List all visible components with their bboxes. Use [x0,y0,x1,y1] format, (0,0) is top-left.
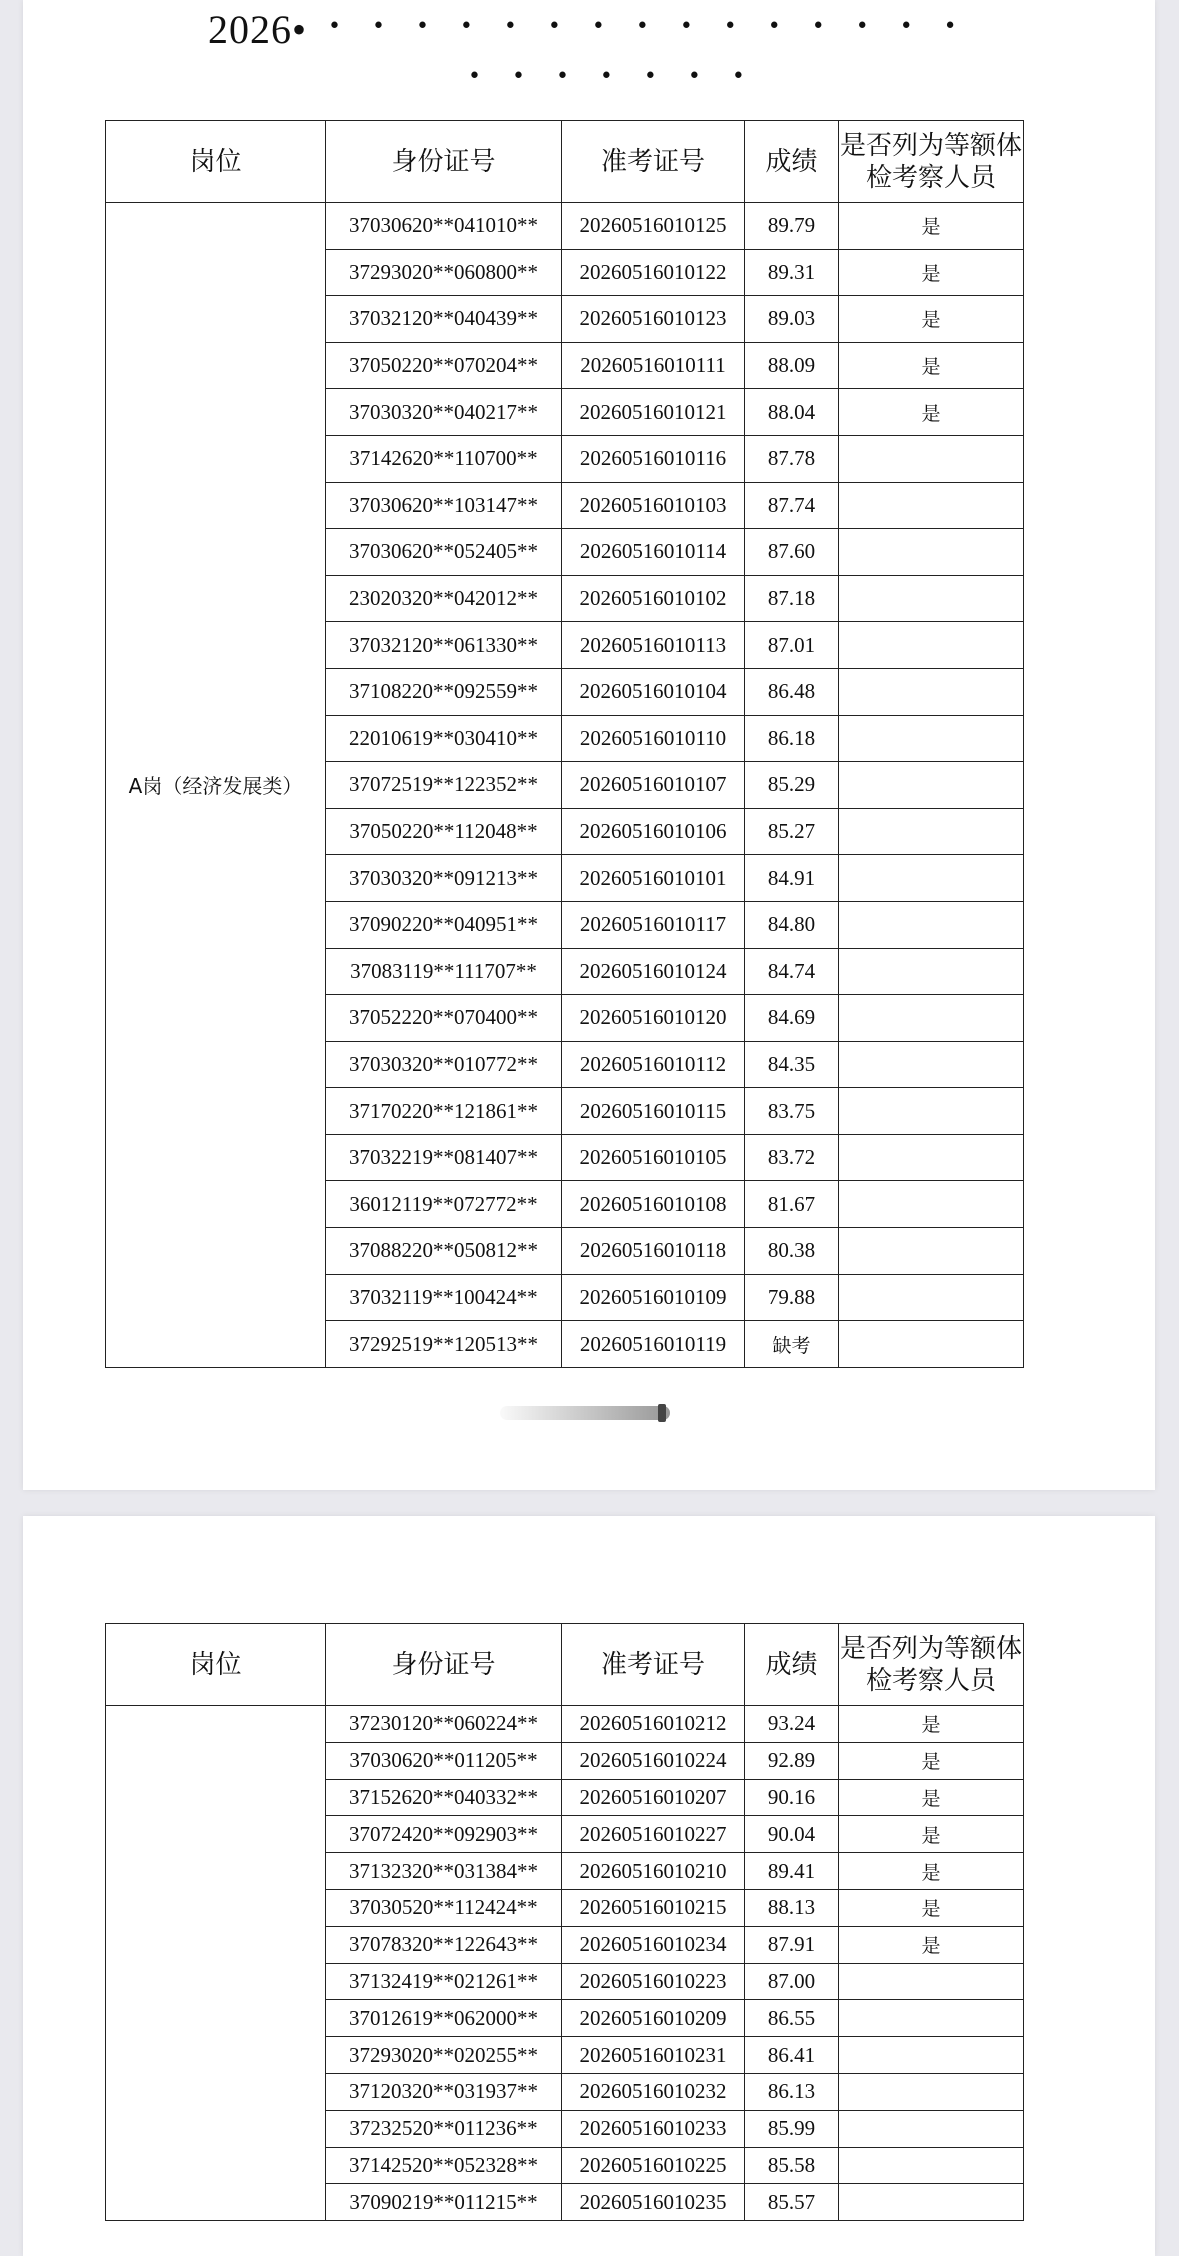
exam-number-cell: 20260516010103 [562,482,745,529]
post-cell [106,1706,326,2221]
flag-cell: 是 [839,1742,1024,1779]
id-number-cell: 37232520**011236** [326,2110,562,2147]
id-number-cell: 37032119**100424** [326,1274,562,1321]
id-number-cell: 37052220**070400** [326,995,562,1042]
redacted-title-dots-line2: ••••••• [468,64,776,89]
flag-cell [839,1134,1024,1181]
flag-cell [839,855,1024,902]
exam-number-cell: 20260516010116 [562,435,745,482]
flag-cell: 是 [839,296,1024,343]
score-cell: 85.27 [745,808,839,855]
flag-cell: 是 [839,1816,1024,1853]
header-post: 岗位 [106,121,326,203]
exam-number-cell: 20260516010113 [562,622,745,669]
flag-cell [839,762,1024,809]
flag-cell [839,2000,1024,2037]
score-cell: 83.72 [745,1134,839,1181]
exam-number-cell: 20260516010109 [562,1274,745,1321]
id-number-cell: 37142620**110700** [326,435,562,482]
score-cell: 87.18 [745,575,839,622]
score-cell: 84.80 [745,901,839,948]
id-number-cell: 37032120**061330** [326,622,562,669]
score-cell: 87.00 [745,1963,839,2000]
score-cell: 89.03 [745,296,839,343]
header-flag: 是否列为等额体检考察人员 [839,121,1024,203]
id-number-cell: 37078320**122643** [326,1926,562,1963]
id-number-cell: 37030320**010772** [326,1041,562,1088]
table-row [106,203,1024,250]
score-cell: 90.04 [745,1816,839,1853]
document-title: 2026• [208,7,308,52]
id-number-cell: 23020320**042012** [326,575,562,622]
redacted-title-dots: ••••••••••••••• [328,14,988,39]
id-number-cell: 36012119**072772** [326,1181,562,1228]
table-row [106,1706,1024,1743]
exam-number-cell: 20260516010233 [562,2110,745,2147]
flag-cell [839,1228,1024,1275]
exam-number-cell: 20260516010235 [562,2184,745,2221]
score-cell: 86.13 [745,2073,839,2110]
id-number-cell: 37152620**040332** [326,1779,562,1816]
score-cell: 84.74 [745,948,839,995]
header-flag: 是否列为等额体检考察人员 [839,1624,1024,1706]
id-number-cell: 37072420**092903** [326,1816,562,1853]
score-table-a [105,120,1024,1368]
exam-number-cell: 20260516010209 [562,2000,745,2037]
exam-number-cell: 20260516010231 [562,2037,745,2074]
exam-number-cell: 20260516010215 [562,1889,745,1926]
score-cell: 89.41 [745,1853,839,1890]
id-number-cell: 37292519**120513** [326,1321,562,1368]
score-cell: 85.57 [745,2184,839,2221]
exam-number-cell: 20260516010111 [562,342,745,389]
title-year: 2026 [208,7,292,52]
flag-cell: 是 [839,1853,1024,1890]
flag-cell [839,1181,1024,1228]
flag-cell [839,948,1024,995]
post-cell: A岗（经济发展类） [106,203,326,1368]
header-exam-number: 准考证号 [562,1624,745,1706]
score-cell: 86.55 [745,2000,839,2037]
exam-number-cell: 20260516010232 [562,2073,745,2110]
id-number-cell: 37030320**091213** [326,855,562,902]
id-number-cell: 37050220**070204** [326,342,562,389]
flag-cell [839,715,1024,762]
id-number-cell: 37230120**060224** [326,1706,562,1743]
flag-cell [839,482,1024,529]
score-cell: 83.75 [745,1088,839,1135]
exam-number-cell: 20260516010234 [562,1926,745,1963]
header-post: 岗位 [106,1624,326,1706]
id-number-cell: 37293020**020255** [326,2037,562,2074]
id-number-cell: 37293020**060800** [326,249,562,296]
id-number-cell: 37132419**021261** [326,1963,562,2000]
horizontal-scrollbar[interactable] [500,1406,670,1420]
flag-cell: 是 [839,389,1024,436]
exam-number-cell: 20260516010125 [562,203,745,250]
id-number-cell: 37032120**040439** [326,296,562,343]
exam-number-cell: 20260516010225 [562,2147,745,2184]
score-cell: 87.74 [745,482,839,529]
id-number-cell: 37088220**050812** [326,1228,562,1275]
exam-number-cell: 20260516010120 [562,995,745,1042]
score-cell: 90.16 [745,1779,839,1816]
flag-cell [839,808,1024,855]
header-id: 身份证号 [326,121,562,203]
exam-number-cell: 20260516010118 [562,1228,745,1275]
score-cell: 89.31 [745,249,839,296]
score-cell: 85.29 [745,762,839,809]
exam-number-cell: 20260516010224 [562,1742,745,1779]
flag-cell [839,622,1024,669]
score-cell: 缺考 [745,1321,839,1368]
id-number-cell: 37030620**103147** [326,482,562,529]
score-cell: 86.48 [745,668,839,715]
id-number-cell: 37132320**031384** [326,1853,562,1890]
score-cell: 84.91 [745,855,839,902]
id-number-cell: 37072519**122352** [326,762,562,809]
exam-number-cell: 20260516010107 [562,762,745,809]
id-number-cell: 37030620**052405** [326,529,562,576]
score-cell: 87.91 [745,1926,839,1963]
flag-cell: 是 [839,249,1024,296]
header-exam-number: 准考证号 [562,121,745,203]
flag-cell [839,1041,1024,1088]
id-number-cell: 37142520**052328** [326,2147,562,2184]
flag-cell [839,575,1024,622]
exam-number-cell: 20260516010223 [562,1963,745,2000]
score-cell: 88.13 [745,1889,839,1926]
exam-number-cell: 20260516010115 [562,1088,745,1135]
id-number-cell: 22010619**030410** [326,715,562,762]
id-number-cell: 37090220**040951** [326,901,562,948]
exam-number-cell: 20260516010123 [562,296,745,343]
exam-number-cell: 20260516010121 [562,389,745,436]
exam-number-cell: 20260516010102 [562,575,745,622]
score-cell: 84.69 [745,995,839,1042]
score-cell: 88.04 [745,389,839,436]
exam-number-cell: 20260516010110 [562,715,745,762]
id-number-cell: 37083119**111707** [326,948,562,995]
flag-cell: 是 [839,203,1024,250]
exam-number-cell: 20260516010105 [562,1134,745,1181]
flag-cell: 是 [839,1706,1024,1743]
exam-number-cell: 20260516010122 [562,249,745,296]
id-number-cell: 37030320**040217** [326,389,562,436]
score-cell: 87.60 [745,529,839,576]
id-number-cell: 37050220**112048** [326,808,562,855]
exam-number-cell: 20260516010212 [562,1706,745,1743]
table-header-row [106,121,1024,203]
exam-number-cell: 20260516010112 [562,1041,745,1088]
flag-cell: 是 [839,342,1024,389]
flag-cell [839,2073,1024,2110]
id-number-cell: 37090219**011215** [326,2184,562,2221]
exam-number-cell: 20260516010101 [562,855,745,902]
score-cell: 87.01 [745,622,839,669]
exam-number-cell: 20260516010119 [562,1321,745,1368]
header-score: 成绩 [745,121,839,203]
flag-cell [839,1088,1024,1135]
scrollbar-handle[interactable] [658,1404,666,1422]
exam-number-cell: 20260516010106 [562,808,745,855]
exam-number-cell: 20260516010207 [562,1779,745,1816]
flag-cell [839,901,1024,948]
id-number-cell: 37012619**062000** [326,2000,562,2037]
score-cell: 79.88 [745,1274,839,1321]
flag-cell [839,1274,1024,1321]
exam-number-cell: 20260516010104 [562,668,745,715]
id-number-cell: 37030520**112424** [326,1889,562,1926]
score-cell: 86.18 [745,715,839,762]
score-cell: 85.99 [745,2110,839,2147]
score-cell: 92.89 [745,1742,839,1779]
score-cell: 85.58 [745,2147,839,2184]
table-header-row [106,1624,1024,1706]
flag-cell [839,1321,1024,1368]
id-number-cell: 37030620**011205** [326,1742,562,1779]
score-cell: 88.09 [745,342,839,389]
table-body-b [106,1706,1024,2221]
flag-cell [839,2037,1024,2074]
id-number-cell: 37030620**041010** [326,203,562,250]
flag-cell: 是 [839,1889,1024,1926]
exam-number-cell: 20260516010108 [562,1181,745,1228]
flag-cell [839,2184,1024,2221]
flag-cell: 是 [839,1779,1024,1816]
score-cell: 81.67 [745,1181,839,1228]
score-cell: 84.35 [745,1041,839,1088]
score-cell: 93.24 [745,1706,839,1743]
exam-number-cell: 20260516010114 [562,529,745,576]
id-number-cell: 37170220**121861** [326,1088,562,1135]
flag-cell [839,529,1024,576]
header-score: 成绩 [745,1624,839,1706]
flag-cell [839,995,1024,1042]
exam-number-cell: 20260516010117 [562,901,745,948]
exam-number-cell: 20260516010227 [562,1816,745,1853]
id-number-cell: 37032219**081407** [326,1134,562,1181]
flag-cell: 是 [839,1926,1024,1963]
exam-number-cell: 20260516010124 [562,948,745,995]
flag-cell [839,2147,1024,2184]
id-number-cell: 37120320**031937** [326,2073,562,2110]
score-cell: 80.38 [745,1228,839,1275]
flag-cell [839,435,1024,482]
exam-number-cell: 20260516010210 [562,1853,745,1890]
score-cell: 89.79 [745,203,839,250]
header-id: 身份证号 [326,1624,562,1706]
id-number-cell: 37108220**092559** [326,668,562,715]
flag-cell [839,1963,1024,2000]
score-table-b [105,1623,1024,2221]
score-cell: 87.78 [745,435,839,482]
score-cell: 86.41 [745,2037,839,2074]
table-body-a [106,203,1024,1368]
flag-cell [839,2110,1024,2147]
flag-cell [839,668,1024,715]
